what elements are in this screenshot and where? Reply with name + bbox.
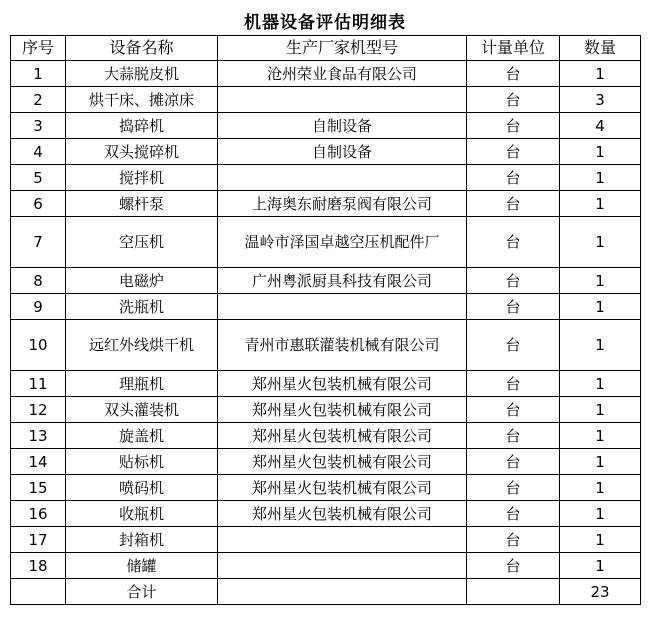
cell-name: 喷码机 (66, 475, 218, 501)
cell-no: 11 (11, 371, 66, 397)
cell-maker: 郑州星火包装机械有限公司 (218, 371, 467, 397)
cell-name: 收瓶机 (66, 501, 218, 527)
cell-qty: 1 (560, 191, 641, 217)
table-row (11, 371, 641, 397)
cell-maker: 温岭市泽国卓越空压机配件厂 (218, 217, 467, 268)
cell-name: 双头搅碎机 (66, 139, 218, 165)
cell-name: 空压机 (66, 217, 218, 268)
cell-no: 16 (11, 501, 66, 527)
cell-no: 13 (11, 423, 66, 449)
cell-name: 烘干床、摊凉床 (66, 87, 218, 113)
cell-no: 2 (11, 87, 66, 113)
cell-name: 洗瓶机 (66, 294, 218, 320)
cell-name: 螺杆泵 (66, 191, 218, 217)
cell-maker (218, 553, 467, 579)
cell-unit: 台 (467, 397, 560, 423)
total-spacer (11, 579, 66, 605)
table-row (11, 449, 641, 475)
cell-maker (218, 527, 467, 553)
cell-qty: 1 (560, 139, 641, 165)
cell-qty: 1 (560, 61, 641, 87)
cell-unit: 台 (467, 294, 560, 320)
cell-unit: 台 (467, 320, 560, 371)
cell-no: 7 (11, 217, 66, 268)
cell-qty: 3 (560, 87, 641, 113)
cell-maker (218, 294, 467, 320)
table-row (11, 61, 641, 87)
cell-maker: 青州市惠联灌装机械有限公司 (218, 320, 467, 371)
cell-name: 封箱机 (66, 527, 218, 553)
cell-no: 3 (11, 113, 66, 139)
equipment-table (10, 35, 641, 605)
cell-unit: 台 (467, 527, 560, 553)
cell-qty: 1 (560, 527, 641, 553)
cell-qty: 1 (560, 397, 641, 423)
cell-no: 14 (11, 449, 66, 475)
cell-name: 捣碎机 (66, 113, 218, 139)
cell-qty: 1 (560, 217, 641, 268)
cell-unit: 台 (467, 371, 560, 397)
cell-no: 12 (11, 397, 66, 423)
cell-unit: 台 (467, 61, 560, 87)
cell-no: 8 (11, 268, 66, 294)
table-row (11, 475, 641, 501)
header-unit: 计量单位 (467, 36, 560, 61)
cell-qty: 1 (560, 165, 641, 191)
table-row (11, 191, 641, 217)
header-row (11, 36, 641, 61)
cell-qty: 1 (560, 423, 641, 449)
table-row (11, 501, 641, 527)
total-maker-empty (218, 579, 467, 605)
cell-qty: 1 (560, 268, 641, 294)
cell-name: 旋盖机 (66, 423, 218, 449)
cell-unit: 台 (467, 268, 560, 294)
cell-maker (218, 87, 467, 113)
cell-name: 搅拌机 (66, 165, 218, 191)
total-qty: 23 (560, 579, 641, 605)
total-unit-empty (467, 579, 560, 605)
table-row (11, 139, 641, 165)
cell-qty: 1 (560, 475, 641, 501)
header-qty: 数量 (560, 36, 641, 61)
cell-maker: 郑州星火包装机械有限公司 (218, 475, 467, 501)
cell-name: 储罐 (66, 553, 218, 579)
cell-no: 6 (11, 191, 66, 217)
table-title: 机器设备评估明细表 (244, 13, 406, 33)
cell-unit: 台 (467, 139, 560, 165)
cell-maker: 上海奥东耐磨泵阀有限公司 (218, 191, 467, 217)
table-row (11, 165, 641, 191)
cell-no: 9 (11, 294, 66, 320)
table-row (11, 397, 641, 423)
cell-unit: 台 (467, 113, 560, 139)
table-row (11, 113, 641, 139)
cell-no: 10 (11, 320, 66, 371)
cell-unit: 台 (467, 165, 560, 191)
cell-name: 理瓶机 (66, 371, 218, 397)
cell-maker: 沧州荣业食品有限公司 (218, 61, 467, 87)
cell-name: 远红外线烘干机 (66, 320, 218, 371)
cell-maker: 郑州星火包装机械有限公司 (218, 423, 467, 449)
cell-name: 大蒜脱皮机 (66, 61, 218, 87)
header-name: 设备名称 (66, 36, 218, 61)
cell-maker (218, 165, 467, 191)
cell-unit: 台 (467, 423, 560, 449)
table-row (11, 294, 641, 320)
cell-unit: 台 (467, 217, 560, 268)
cell-no: 18 (11, 553, 66, 579)
cell-no: 4 (11, 139, 66, 165)
cell-qty: 1 (560, 320, 641, 371)
cell-maker: 广州粤派厨具科技有限公司 (218, 268, 467, 294)
cell-no: 5 (11, 165, 66, 191)
table-row (11, 87, 641, 113)
cell-unit: 台 (467, 501, 560, 527)
cell-maker: 郑州星火包装机械有限公司 (218, 449, 467, 475)
total-row (11, 579, 641, 605)
cell-qty: 1 (560, 449, 641, 475)
table-row (11, 217, 641, 268)
cell-name: 双头灌装机 (66, 397, 218, 423)
cell-unit: 台 (467, 553, 560, 579)
cell-qty: 1 (560, 553, 641, 579)
cell-qty: 1 (560, 371, 641, 397)
cell-maker: 郑州星火包装机械有限公司 (218, 397, 467, 423)
table-row (11, 527, 641, 553)
cell-qty: 1 (560, 501, 641, 527)
table-row (11, 553, 641, 579)
cell-unit: 台 (467, 475, 560, 501)
cell-no: 1 (11, 61, 66, 87)
cell-qty: 1 (560, 294, 641, 320)
header-no: 序号 (11, 36, 66, 61)
cell-unit: 台 (467, 449, 560, 475)
cell-no: 17 (11, 527, 66, 553)
cell-unit: 台 (467, 191, 560, 217)
total-label: 合计 (66, 579, 218, 605)
table-row (11, 320, 641, 371)
cell-maker: 自制设备 (218, 113, 467, 139)
cell-maker: 自制设备 (218, 139, 467, 165)
table-row (11, 268, 641, 294)
cell-maker: 郑州星火包装机械有限公司 (218, 501, 467, 527)
cell-no: 15 (11, 475, 66, 501)
cell-name: 贴标机 (66, 449, 218, 475)
cell-qty: 4 (560, 113, 641, 139)
table-row (11, 423, 641, 449)
header-maker: 生产厂家机型号 (218, 36, 467, 61)
cell-name: 电磁炉 (66, 268, 218, 294)
cell-unit: 台 (467, 87, 560, 113)
